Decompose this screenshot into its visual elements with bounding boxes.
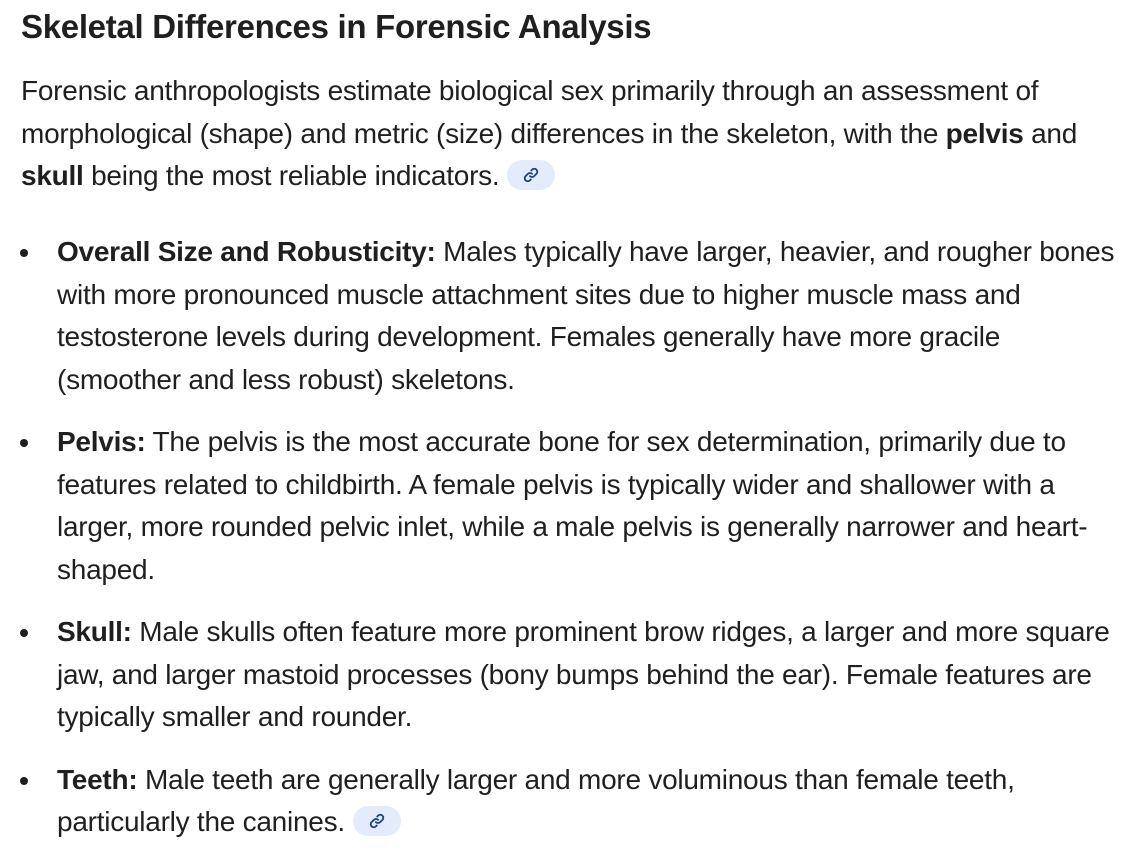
bullet-dot xyxy=(20,439,28,447)
intro-text-3: being the most reliable indicators. xyxy=(83,160,500,191)
item-text: Males typically have larger, heavier, and rougher bones with more pronounced muscle attachment sites due to higher muscle mass and testosterone levels during development. Females generally have more gracile (smoother and less robust) skeletons. xyxy=(57,236,1115,395)
link-icon xyxy=(522,166,540,184)
item-term: Overall Size and Robusticity: xyxy=(57,236,436,267)
citation-chip[interactable] xyxy=(507,160,555,190)
intro-text-1: Forensic anthropologists estimate biological sex primarily through an assessment of morphological (shape) and metric (size) differences in the skeleton, with the xyxy=(21,75,1039,149)
list-item xyxy=(21,231,1126,401)
intro-paragraph xyxy=(21,70,1121,198)
item-term: Teeth: xyxy=(57,763,138,795)
item-text: Male skulls often feature more prominent brow ridges, a larger and more square jaw, and larger mastoid processes (bony bumps behind the ear). Female features are typically smaller and rounder. xyxy=(57,616,1110,732)
item-text: The pelvis is the most accurate bone for sex determination, primarily due to features related to childbirth. A female pelvis is typically wider and shallower with a larger, more rounded pelvic inlet, while a male pelvis is generally narrower and heart-shaped. xyxy=(57,426,1088,585)
list-item xyxy=(21,759,1126,844)
list-item xyxy=(21,611,1126,739)
intro-bold-pelvis: pelvis xyxy=(945,117,1024,149)
bullet-dot xyxy=(20,249,28,257)
item-term: Skull: xyxy=(57,616,132,647)
differences-list xyxy=(21,231,1126,861)
bullet-dot xyxy=(20,777,28,785)
item-text: Male teeth are generally larger and more voluminous than female teeth, particularly the canines. xyxy=(57,763,1015,837)
list-item xyxy=(21,421,1126,591)
page-title: Skeletal Differences in Forensic Analysis xyxy=(21,8,652,45)
bullet-dot xyxy=(20,629,28,637)
link-icon xyxy=(368,812,386,830)
item-term: Pelvis: xyxy=(57,426,146,457)
citation-chip[interactable] xyxy=(353,806,401,836)
intro-bold-skull: skull xyxy=(21,160,84,191)
intro-text-2: and xyxy=(1023,117,1078,149)
